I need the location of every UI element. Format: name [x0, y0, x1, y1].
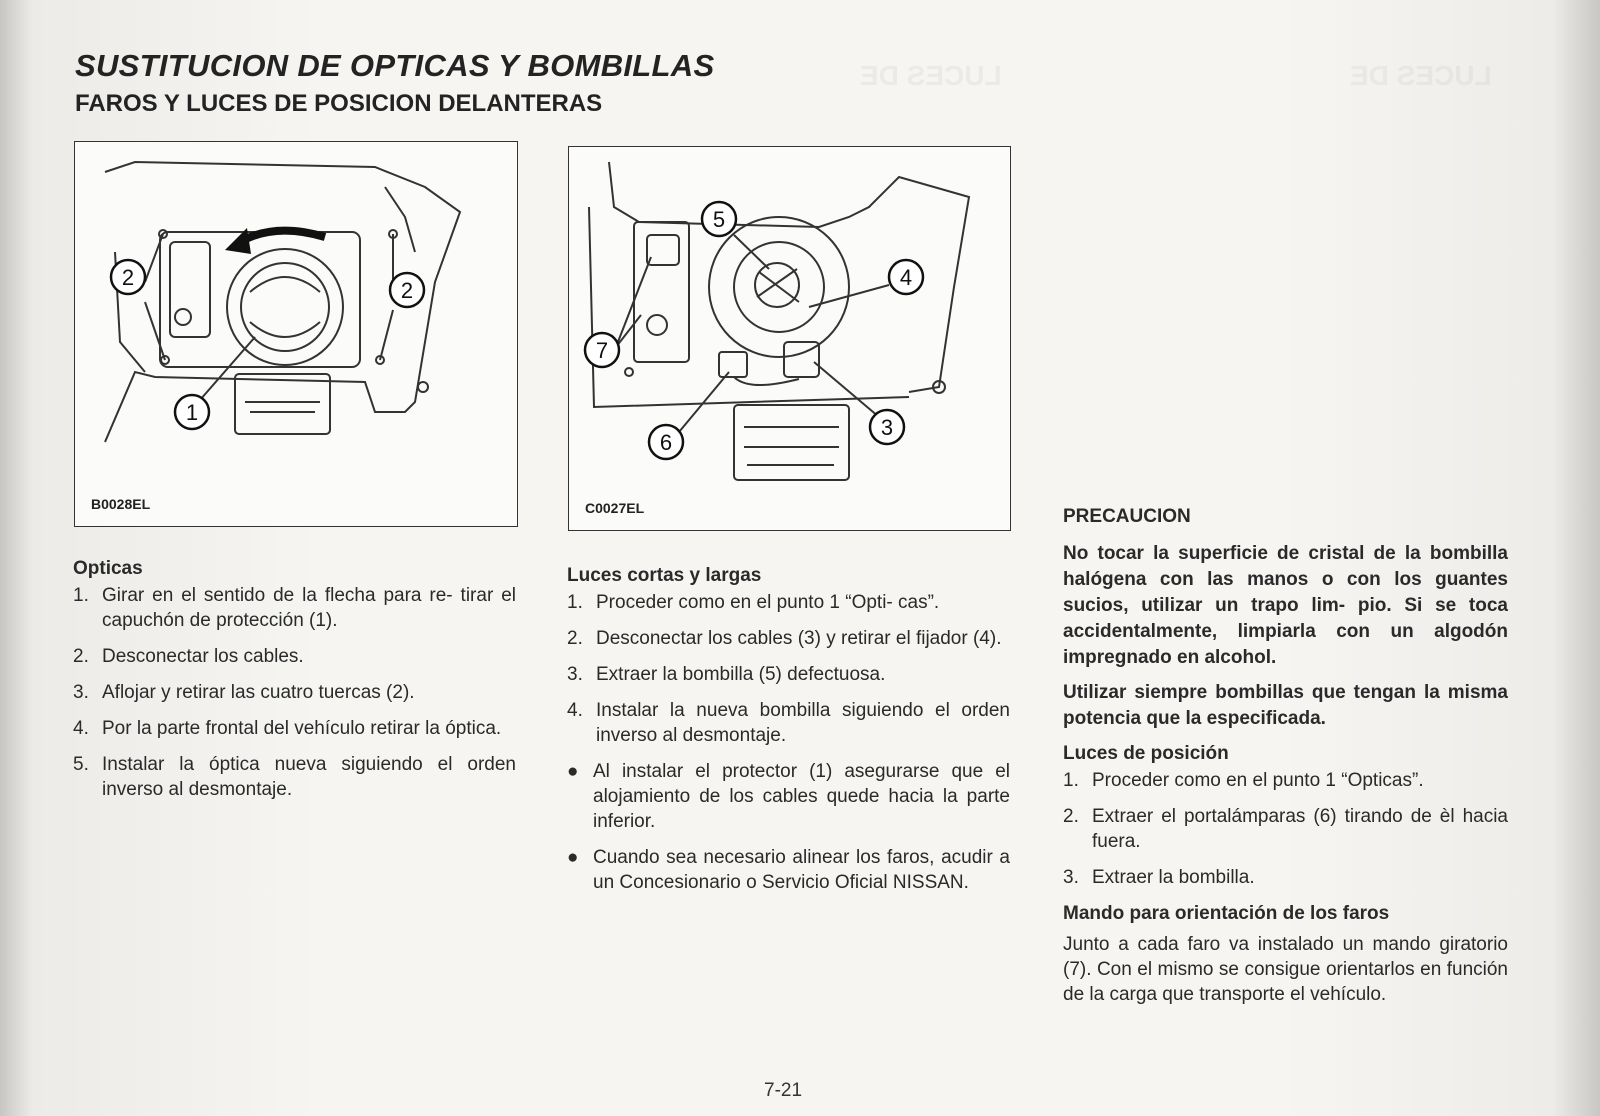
step-text: Desconectar los cables. — [102, 646, 304, 667]
callout-label: 6 — [659, 430, 673, 455]
step-number: 2. — [567, 628, 583, 649]
callout-label: 2 — [400, 278, 414, 303]
section-precaucion — [1063, 504, 1508, 1007]
step-text: Instalar la óptica nueva siguiendo el orden inverso al desmontaje. — [102, 754, 516, 800]
list-item — [1063, 768, 1508, 793]
steps-list — [567, 590, 1010, 748]
paragraph: Junto a cada faro va instalado un mando giratorio (7). Con el mismo se consigue orientarlos en función de la carga que transporte el vehículo. — [1063, 934, 1508, 1005]
step-number: 4. — [567, 700, 583, 721]
step-number: 4. — [73, 718, 89, 739]
step-number: 3. — [73, 682, 89, 703]
step-number: 3. — [567, 664, 583, 685]
step-number: 2. — [1063, 806, 1079, 827]
step-text: Instalar la nueva bombilla siguiendo el orden inverso al desmontaje. — [596, 700, 1010, 746]
section-heading: Opticas — [73, 558, 143, 579]
figure-code: B0028EL — [91, 496, 151, 512]
step-text: Por la parte frontal del vehículo retirar la óptica. — [102, 718, 502, 739]
step-number: 3. — [1063, 867, 1079, 888]
list-item — [73, 680, 516, 705]
bullet-list — [567, 759, 1010, 895]
headlamp-rear-illustration — [75, 142, 517, 526]
list-item — [73, 583, 516, 633]
page-number: 7-21 — [764, 1080, 803, 1101]
callout-label: 5 — [712, 207, 726, 232]
list-item — [567, 662, 1010, 687]
headlamp-bulb-illustration — [569, 147, 1010, 530]
step-number: 2. — [73, 646, 89, 667]
bullet-icon: ● — [567, 847, 579, 868]
step-text: Proceder como en el punto 1 “Opti- cas”. — [596, 592, 940, 613]
page-subtitle: FAROS Y LUCES DE POSICION DELANTERAS — [75, 90, 603, 117]
list-item — [1063, 865, 1508, 890]
callout-label: 2 — [121, 265, 135, 290]
bullet-text: Al instalar el protector (1) asegurarse que el alojamiento de los cables quede hacia la parte inferior. — [593, 761, 1010, 832]
list-item — [73, 716, 516, 741]
section-heading: Mando para orientación de los faros — [1063, 903, 1390, 924]
step-text: Desconectar los cables (3) y retirar el fijador (4). — [596, 628, 1002, 649]
step-text: Proceder como en el punto 1 “Opticas”. — [1092, 770, 1424, 791]
list-item — [567, 845, 1010, 895]
callout-label: 4 — [899, 265, 913, 290]
page-title: SUSTITUCION DE OPTICAS Y BOMBILLAS — [75, 48, 715, 83]
callout-label: 3 — [880, 415, 894, 440]
bleed-through-text: LUCES DE — [860, 60, 1002, 91]
step-text: Extraer la bombilla (5) defectuosa. — [596, 664, 886, 685]
warning-text: Utilizar siempre bombillas que tengan la misma potencia que la especificada. — [1063, 682, 1508, 729]
list-item — [567, 698, 1010, 748]
section-luces-cortas — [567, 563, 1010, 906]
section-opticas — [73, 556, 516, 813]
step-number: 1. — [567, 592, 583, 613]
list-item — [73, 752, 516, 802]
step-number: 5. — [73, 754, 89, 775]
section-heading: Luces cortas y largas — [567, 565, 762, 586]
callout-label: 7 — [595, 338, 609, 363]
step-text: Aflojar y retirar las cuatro tuercas (2). — [102, 682, 415, 703]
bleed-through-text: LUCES DE — [1350, 60, 1492, 91]
step-text: Extraer el portalámparas (6) tirando de èl hacia fuera. — [1092, 806, 1508, 852]
step-text: Extraer la bombilla. — [1092, 867, 1255, 888]
warning-text: No tocar la superficie de cristal de la bombilla halógena con las manos o con los guantes sucios, utilizar un trapo lim- pio. Si se toca accidentalmente, limpiarla con un algodón impregnado en alcohol. — [1063, 543, 1508, 668]
list-item — [73, 644, 516, 669]
callout-label: 1 — [185, 400, 199, 425]
section-heading: Luces de posición — [1063, 743, 1229, 764]
step-text: Girar en el sentido de la flecha para re- tirar el capuchón de protección (1). — [102, 585, 516, 631]
steps-list — [1063, 768, 1508, 890]
step-number: 1. — [1063, 770, 1079, 791]
section-heading: PRECAUCION — [1063, 506, 1191, 527]
figure-headlamp-rear — [74, 141, 518, 527]
bullet-icon: ● — [567, 761, 579, 782]
list-item — [567, 759, 1010, 834]
figure-code: C0027EL — [585, 500, 645, 516]
list-item — [567, 626, 1010, 651]
step-number: 1. — [73, 585, 89, 606]
bullet-text: Cuando sea necesario alinear los faros, acudir a un Concesionario o Servicio Oficial NISSAN. — [593, 847, 1010, 893]
steps-list — [73, 583, 516, 802]
figure-headlamp-bulb — [568, 146, 1011, 531]
list-item — [567, 590, 1010, 615]
list-item — [1063, 804, 1508, 854]
